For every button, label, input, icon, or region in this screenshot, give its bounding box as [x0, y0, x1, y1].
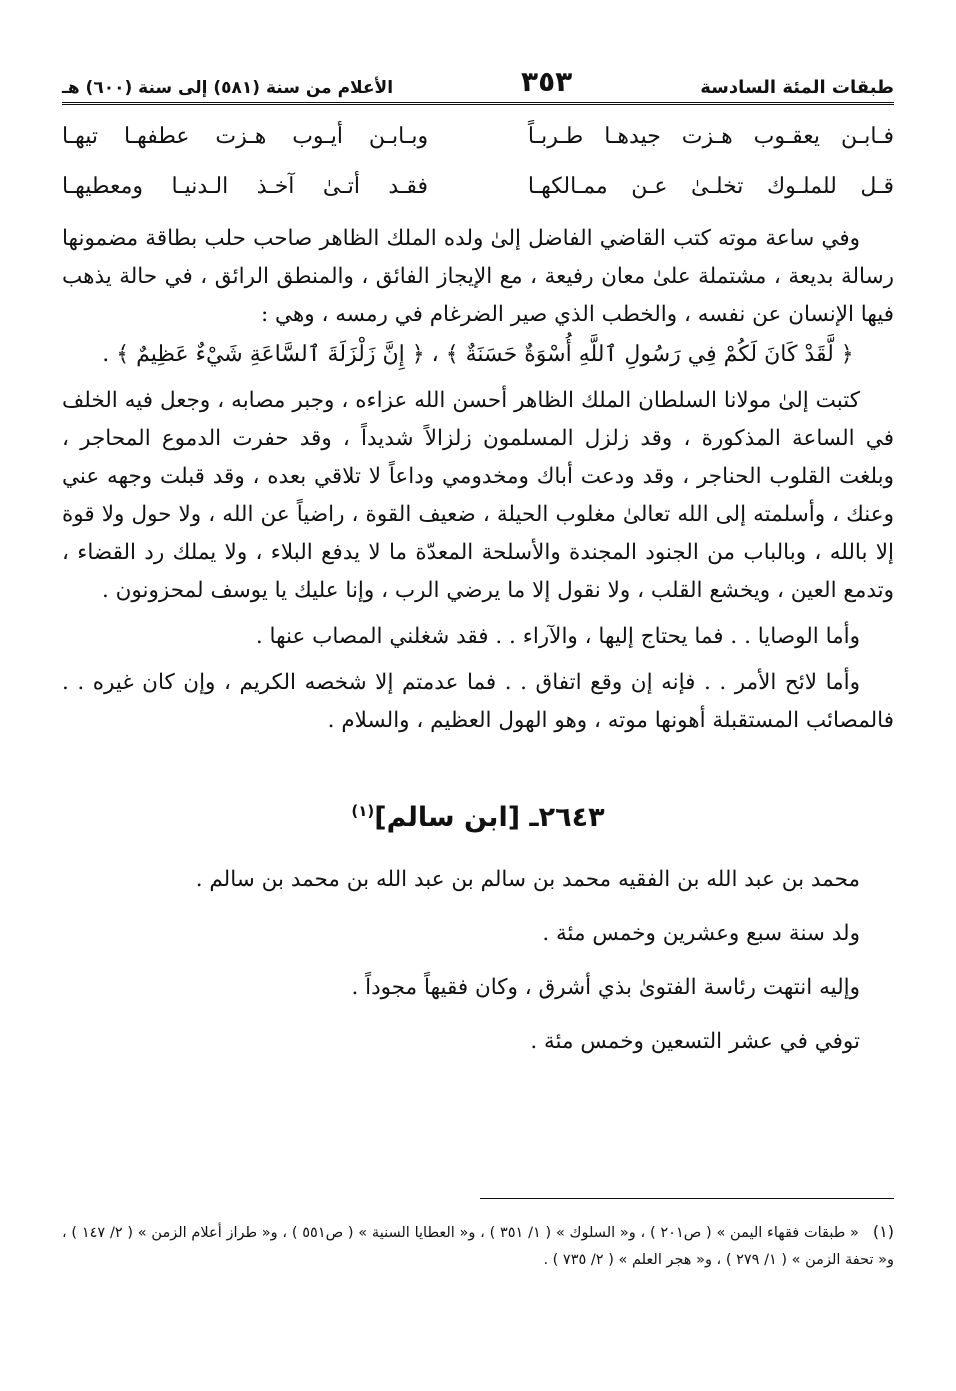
- entry-heading: [62, 792, 894, 837]
- running-header: [62, 58, 894, 105]
- verse-first-hemistich: فـابـن يعقـوب هـزت جيدهـا طـربـاً: [527, 124, 894, 149]
- entry-body: [62, 853, 894, 1069]
- paragraph: كتبت إلىٰ مولانا السلطان الملك الظاهر أحسن الله عزاءه ، وجبر مصابه ، وجعل فيه الخلف في الساعة المذكورة ، وقد زلزل المسلمون زلزالاً شديداً ، وقد حفرت الدموع المحاجر ، وبلغت القلوب الحناجر ، وقد ودعت أباك ومخدومي وداعاً لا تلاقي بعده ، وقد قبلت وجهه عني وعنك ، وأسلمته إلى الله تعالىٰ مغلوب الحيلة ، ضعيف القوة ، راضياً عن الله ، ولا حول ولا قوة إلا بالله ، وبالباب من الجنود المجندة والأسلحة المعدّة ما لا يدفع البلاء ، ولا يملك رد القضاء ، وتدمع العين ، ويخشع القلب ، ولا نقول إلا ما يرضي الرب ، وإنا عليك يا يوسف لمحزونون .: [62, 388, 894, 603]
- entry-line: وإليه انتهت رئاسة الفتوىٰ بذي أشرق ، وكان فقيهاً مجوداً .: [351, 975, 860, 1000]
- footnote-number: (١): [872, 1222, 895, 1241]
- quran-quote: ﴿ لَّقَدْ كَانَ لَكُمْ فِي رَسُولِ ٱللَّهِ أُسْوَةٌ حَسَنَةٌ ﴾ ، ﴿ إِنَّ زَلْزَلَةَ ٱلسَّاعَةِ شَيْءٌ عَظِيمٌ ﴾ .: [102, 342, 854, 367]
- entry-line: ولد سنة سبع وعشرين وخمس مئة .: [542, 921, 860, 946]
- verse-second-hemistich: فقـد أتـىٰ آخـذ الـدنيـا ومعطيهـا: [62, 174, 429, 199]
- paragraph: وفي ساعة موته كتب القاضي الفاضل إلىٰ ولده الملك الظاهر صاحب حلب بطاقة مضمونها رسالة بديعة ، مشتملة علىٰ معان رفيعة ، مع الإيجاز الفائق ، والمنطق الرائق ، في حالة يذهب فيها الإنسان عن نفسه ، والخطب الذي صير الضرغام في رمسه ، وهي :: [62, 226, 894, 327]
- volume-range: الأعلام من سنة (٥٨١) إلى سنة (٦٠٠) هـ: [62, 78, 394, 98]
- page-number: ٣٥٣: [521, 65, 573, 98]
- entry-line: محمد بن عبد الله بن الفقيه محمد بن سالم بن عبد الله بن محمد بن سالم .: [195, 867, 860, 892]
- section-title: طبقات المئة السادسة: [700, 77, 894, 98]
- footnote-separator: [480, 1198, 894, 1199]
- entry-line: توفي في عشر التسعين وخمس مئة .: [530, 1029, 860, 1054]
- page-body: [62, 112, 894, 1069]
- footnote: [62, 1218, 894, 1274]
- poem-verse: [62, 112, 894, 162]
- paragraph: وأما الوصايا . . فما يحتاج إليها ، والآراء . . فقد شغلني المصاب عنها .: [255, 624, 860, 649]
- poem-verse: [62, 162, 894, 212]
- footnote-text: « طبقات فقهاء اليمن » ( ص٢٠١ ) ، و« السلوك » ( ١/ ٣٥١ ) ، و« العطايا السنية » ( ص٥٥١ ) ، و« طراز أعلام الزمن » ( ٢/ ١٤٧ ) ، و« تحفة الزمن » ( ١/ ٢٧٩ ) ، و« هجر العلم » ( ٢/ ٧٣٥ ) .: [62, 1225, 894, 1268]
- paragraph: وأما لائح الأمر . . فإنه إن وقع اتفاق . . فما عدمتم إلا شخصه الكريم ، وإن كان غيره . . فالمصائب المستقبلة أهونها موته ، وهو الهول العظيم ، والسلام .: [62, 670, 894, 733]
- verse-second-hemistich: وبـابـن أيـوب هـزت عطفهـا تيهـا: [62, 124, 429, 149]
- footnote-reference: (١): [351, 802, 375, 820]
- verse-first-hemistich: قـل للملـوك تخلـىٰ عـن ممـالكهـا: [527, 174, 894, 199]
- entry-title: ٢٦٤٣ـ [ابن سالم]: [374, 802, 605, 833]
